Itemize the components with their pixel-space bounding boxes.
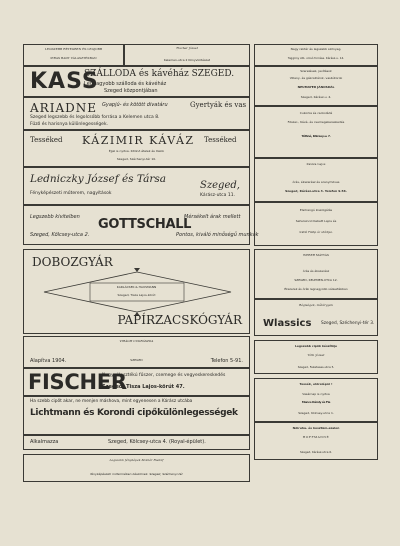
ad-title: GOTTSCHALL [98, 217, 192, 232]
ad-text: Szeged, Széchenyi-tér 10. [116, 157, 157, 161]
ad-text: Legszebb cipők készítője [294, 344, 338, 348]
ad-title: Legszebb fényképek Molnár Rudolf [109, 458, 164, 462]
ad-text: SZEGED [130, 358, 143, 362]
ad-kazimir [23, 130, 250, 167]
ad-text: Tesséked [204, 136, 237, 144]
ad-toth-cipesz [254, 340, 378, 374]
ad-title: Tóthné, Kölcsey-u. 7. [301, 134, 331, 138]
ad-text: Tessék, előrelépni ! [299, 382, 333, 386]
ad-elsorangu [254, 202, 378, 246]
ad-text: fényképészeti műtermében készülnek. Szeged, Széchenyi-tér [90, 472, 183, 476]
ad-lichtmann-footer [23, 435, 250, 450]
ad-title: Ledniczky József és Társa [30, 173, 167, 185]
ad-text: Szeged, Feketesas-utca 5. [297, 365, 335, 369]
ad-text: Éjjel is nyitva. Kitűnő ételek és italok [108, 149, 165, 153]
ad-text: Fűszer-, Kávé- és csemegekereskedés [287, 120, 345, 124]
ad-ariadne [23, 97, 250, 130]
ad-mence [254, 378, 378, 422]
ad-logo-text: FISCHER [28, 370, 127, 394]
ad-text: Elsőrangú kiszolgálás [299, 208, 333, 212]
ad-tothne [254, 106, 378, 158]
ad-text: SZEGED, KELEMEN-UTCA 12. [294, 278, 338, 282]
ad-text: Vasárnap is nyitva [302, 392, 330, 396]
ad-title: VIRÁGH CUKRÁSZDA [119, 339, 154, 343]
ad-viragh [23, 336, 250, 368]
ad-text: Alkalmazza [30, 439, 59, 445]
ad-text: PIRAS BADT VÁLASZTÉKBAN [50, 56, 97, 60]
ad-title: NEUMAYER JÁNOSKÁL [297, 85, 335, 89]
ad-text: Nagy raktár és legszebb szőnyeg, [290, 47, 342, 51]
ad-text: Alapítva 1904. [30, 358, 67, 364]
ad-title: SZÁLLODA és kávéház SZEGED. [84, 69, 235, 79]
ad-title: KÁZIMIR KÁVÁZ [82, 134, 195, 147]
ad-text: Gyertyák és vas [190, 101, 247, 109]
ad-text: Ékszerek és órák legnagyobb választékban [284, 287, 348, 291]
ad-text: Szerelések, javítások [300, 69, 332, 73]
ad-title: Zaviza Lajos [306, 162, 326, 166]
ad-neumayer [254, 66, 378, 106]
ad-text: Szeged, Tisza Lajos-körút [117, 293, 156, 297]
ad-text: Tesséked [30, 136, 63, 144]
ad-szekeres [23, 44, 124, 66]
ad-title: Tóth József [307, 353, 325, 357]
ad-text: Cukorka és csokoládé [299, 111, 333, 115]
ad-dobozgyar [23, 249, 250, 334]
ad-text: órás, ékszerész és aranyműves [292, 180, 340, 184]
ad-fischer-top [124, 44, 250, 66]
ad-text: Szeged, Tisza Lajos-körút 47. [102, 384, 185, 390]
ad-text: Szeged központjában [104, 88, 158, 94]
ad-title: HOFFMANNÉ [302, 435, 330, 439]
ad-text: KARLÁCSEK & HAUSMANN [116, 285, 157, 289]
ad-ledniczky [23, 167, 250, 205]
ad-title: Lichtmann és Korondi cipőkülönlegességek [30, 408, 238, 418]
ad-text: Szeged, Kárász-u. 4. [300, 95, 332, 99]
ad-text: Kárász-utca 11. [200, 193, 236, 198]
ad-title: Mence Károly és Fia [301, 400, 331, 404]
ad-text: Iratló Fülöp úr utódjai. [299, 230, 333, 234]
ad-molnar [23, 454, 250, 482]
ad-text: Szeged, Kölcsey-utca 1. [298, 411, 334, 415]
ad-text: Szeged, [200, 180, 240, 191]
ad-title: Régiségek, műtárgyak [298, 303, 334, 307]
ad-gottschall [23, 205, 259, 245]
ad-text: Fényképészeti műterem, nagyítások [30, 191, 112, 196]
ad-text: Ha szebb cipőt akar, ne menjen máshova, mint egyenesen a Kárász utcába [30, 399, 193, 404]
ad-weber [254, 249, 378, 299]
ad-text: Szeged legszebb és legolcsóbb forrása a Kelemen utca 8. [30, 115, 160, 120]
ad-text: Legszebb kivitelben [30, 214, 80, 220]
ad-text: függöny stb. olcsó forrása. Kárász-u. 14. [287, 56, 345, 60]
ad-text: Sehulsinczi Kebett Lajos és [295, 219, 337, 223]
ad-hoffmanne [254, 422, 378, 460]
ad-text: Szeged, Széchenyi-tér 3. [321, 321, 375, 326]
ad-logo-text: KASS [30, 69, 99, 94]
ad-text: Villany- és gázcsillárok, vasbútorok [289, 76, 343, 80]
ad-text: Nőiruha- és kosztüm-szalon [292, 426, 340, 430]
ad-text: Szeged, Kölcsey-utca 2. [30, 232, 90, 238]
ad-text: Szeged, Kárász-utca 6. [300, 450, 332, 454]
ad-kass [23, 66, 250, 97]
ad-text: Szeged, Kölcsey-utca 4. (Royal-épület). [108, 439, 206, 445]
ad-regisegek [254, 299, 378, 336]
ad-nagy [254, 44, 378, 66]
ad-text: Pontos, kiváló minőségű munkák [176, 232, 259, 238]
ad-text: LEGSZEBB RÉTEGBEN ÉS LEGJOBB [44, 47, 103, 51]
ad-title: Fischer József [176, 46, 198, 50]
ad-text: Szeged, Kárász-utca 3. Telefon 9-56. [285, 189, 347, 193]
ad-zaviza [254, 158, 378, 202]
ad-title: WEBER MÁTYÁS [303, 253, 329, 257]
ad-text: Mérsékelt árak mellett [184, 214, 241, 220]
ad-text: Nagyválasztékú fűszer, csemege és vegyeskereskedés [102, 373, 226, 378]
ad-text: Legnagyobb szálloda és kávéház [84, 81, 167, 87]
ad-text: órás és ékszerész [302, 269, 330, 273]
ad-lichtmann [23, 396, 250, 435]
ad-title: ARIADNE [30, 101, 97, 115]
ad-fischer-big [23, 368, 250, 396]
ad-text: Fűző és harisnya különlegességek. [30, 122, 108, 127]
ad-text: Gyapjú- és kötött divatáru [102, 102, 168, 108]
ad-text: Telefon 5-91. [210, 358, 243, 364]
ad-title: Wlassics [263, 318, 312, 329]
ad-title: DOBOZGYÁR [32, 255, 113, 269]
ad-title: PAPÍRZACSKÓGYÁR [117, 313, 242, 327]
ad-text: Kelemen-utca 2 Könyvkötészet [163, 58, 211, 62]
